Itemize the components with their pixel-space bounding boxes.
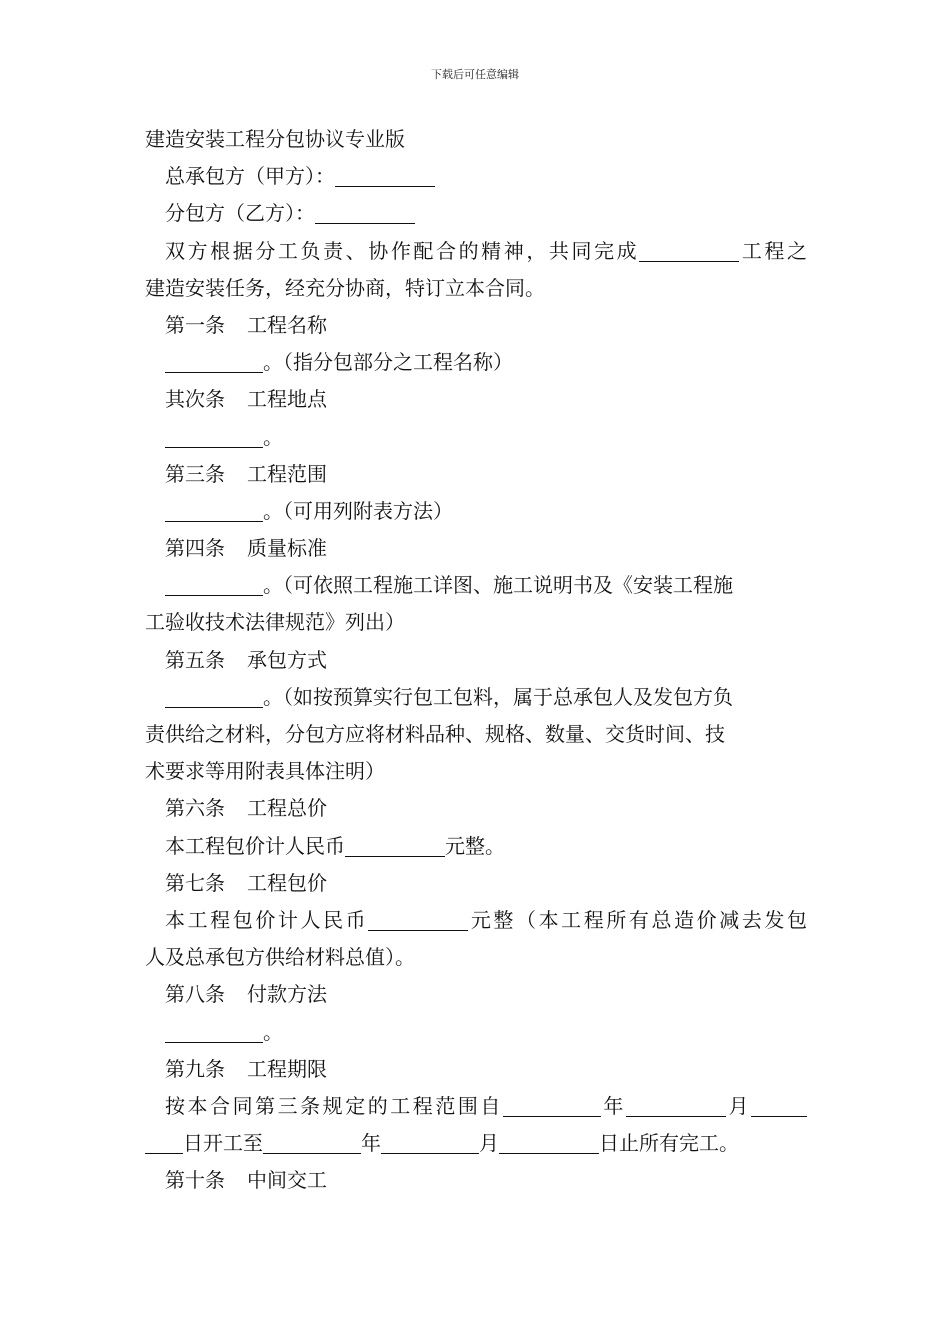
article-7-heading: [145, 865, 807, 902]
article-6-text: 本工程包价计人民币: [165, 833, 345, 858]
article-title: 工程包价: [247, 870, 327, 895]
article-number: 第四条: [165, 536, 225, 561]
intro-text-end: 工程之: [739, 238, 807, 263]
article-title: 工程范围: [247, 461, 327, 486]
project-name-blank[interactable]: [639, 239, 739, 262]
article-2-text: 。: [263, 424, 283, 449]
article-3-body: [145, 493, 807, 530]
article-title: 中间交工: [247, 1168, 327, 1193]
article-9-heading: [145, 1051, 807, 1088]
article-7-body-1: [145, 902, 807, 939]
article-5-text: 。（如按预算实行包工包料，属于总承包人及发包方负: [263, 684, 733, 709]
party-b-label: 分包方（乙方）：: [165, 201, 315, 226]
article-2-blank[interactable]: [165, 425, 263, 448]
article-6-body: [145, 828, 807, 865]
start-day-blank-part[interactable]: [751, 1094, 807, 1117]
page-header-note: 下载后可任意编辑: [431, 68, 519, 81]
intro-line-2: 建造安装任务，经充分协商，特订立本合同。: [145, 275, 545, 300]
article-title: 工程期限: [247, 1056, 327, 1081]
article-5-blank[interactable]: [165, 685, 263, 708]
article-1-heading: [145, 307, 807, 344]
article-number: 第三条: [165, 461, 225, 486]
article-number: 第十条: [165, 1168, 225, 1193]
article-title: 工程名称: [247, 312, 327, 337]
article-7-body-2: 人及总承包方供给材料总值）。: [145, 945, 415, 970]
party-b-line: [145, 195, 807, 232]
article-title: 工程地点: [247, 387, 327, 412]
party-a-blank[interactable]: [335, 164, 435, 187]
article-3-heading: [145, 456, 807, 493]
year-label: 年: [361, 1131, 381, 1156]
article-number: 其次条: [165, 387, 225, 412]
article-6-text-end: 元整。: [445, 833, 505, 858]
article-8-body: [145, 1014, 807, 1051]
article-8-text: 。: [263, 1019, 283, 1044]
article-number: 第九条: [165, 1056, 225, 1081]
payment-method-blank[interactable]: [165, 1020, 263, 1043]
year-label: 年: [600, 1093, 626, 1118]
start-day-blank-cont[interactable]: [145, 1131, 183, 1154]
article-3-blank[interactable]: [165, 499, 263, 522]
article-5-body-3: 术要求等用附表具体注明）: [145, 759, 385, 784]
article-title: 承包方式: [247, 647, 327, 672]
article-2-heading: [145, 381, 807, 418]
end-year-blank[interactable]: [263, 1131, 361, 1154]
article-number: 第六条: [165, 796, 225, 821]
article-9-body-1: [145, 1088, 807, 1125]
article-3-text: 。（可用列附表方法）: [263, 498, 453, 523]
intro-text: 双方根据分工负责、协作配合的精神，共同完成: [165, 238, 640, 263]
article-5-body-2: 责供给之材料，分包方应将材料品种、规格、数量、交货时间、技: [145, 722, 725, 746]
start-month-blank[interactable]: [626, 1094, 726, 1117]
article-number: 第七条: [165, 870, 225, 895]
article-number: 第一条: [165, 312, 225, 337]
month-label: 月: [479, 1131, 499, 1156]
article-4-text: 。（可依照工程施工详图、施工说明书及《安装工程施: [263, 573, 733, 598]
article-7-text: 本工程包价计人民币: [165, 907, 369, 932]
article-4-body-2: 工验收技术法律规范》列出）: [145, 610, 405, 635]
document-title: 建造安装工程分包协议专业版: [145, 127, 405, 151]
article-4-body-1: [145, 567, 807, 604]
contract-price-blank[interactable]: [368, 908, 468, 931]
article-8-heading: [145, 976, 807, 1013]
article-1-body: [145, 344, 807, 381]
party-b-blank[interactable]: [315, 201, 415, 224]
article-title: 付款方法: [247, 982, 327, 1007]
article-9-text: 按本合同第三条规定的工程范围自: [165, 1093, 503, 1118]
article-number: 第八条: [165, 982, 225, 1007]
article-4-blank[interactable]: [165, 573, 263, 596]
party-a-label: 总承包方（甲方）：: [165, 164, 335, 189]
end-label: 日止所有完工。: [599, 1131, 739, 1156]
start-label: 日开工至: [183, 1131, 263, 1156]
article-10-heading: [145, 1162, 807, 1199]
article-2-body: [145, 419, 807, 456]
intro-line-1: [145, 233, 807, 270]
article-9-body-2: [145, 1125, 807, 1162]
article-number: 第五条: [165, 647, 225, 672]
article-5-heading: [145, 642, 807, 679]
article-4-heading: [145, 530, 807, 567]
article-1-blank[interactable]: [165, 350, 263, 373]
article-5-body-1: [145, 679, 807, 716]
end-month-blank[interactable]: [381, 1131, 479, 1154]
total-price-blank[interactable]: [345, 834, 445, 857]
party-a-line: [145, 158, 807, 195]
article-7-text-end: 元整（本工程所有总造价减去发包: [468, 907, 807, 932]
article-1-text: 。（指分包部分之工程名称）: [263, 350, 513, 375]
article-6-heading: [145, 790, 807, 827]
end-day-blank[interactable]: [499, 1131, 599, 1154]
start-year-blank[interactable]: [503, 1094, 601, 1117]
article-title: 质量标准: [247, 536, 327, 561]
article-title: 工程总价: [247, 796, 327, 821]
month-label: 月: [725, 1093, 752, 1118]
contract-body: [145, 121, 807, 1199]
